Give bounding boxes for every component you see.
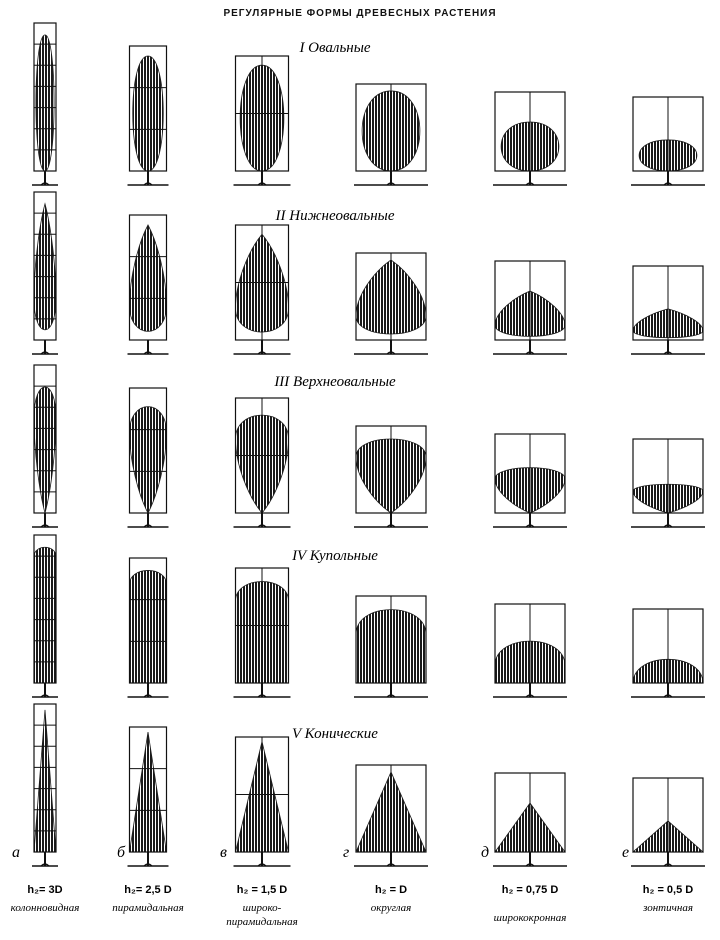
tree-cell: [234, 225, 291, 354]
column-letter: а: [12, 844, 20, 861]
form-name: ширококронная: [493, 912, 567, 924]
tree-cell: [128, 558, 169, 697]
height-ratio: h₂= 3D: [27, 884, 63, 896]
tree-crown: [130, 225, 167, 331]
tree-crown: [130, 407, 167, 513]
tree-cell: [234, 398, 291, 527]
group-title: I Овальные: [299, 40, 371, 56]
form-name: широко-: [242, 902, 282, 914]
form-name: пирамидальная: [112, 902, 184, 914]
group-title: V Конические: [292, 726, 378, 742]
tree-cell: [354, 596, 428, 697]
tree-cell: [493, 434, 567, 527]
tree-cell: [493, 604, 567, 697]
column-letter: е: [622, 844, 630, 861]
tree-crown: [34, 204, 56, 330]
tree-cell: [32, 192, 58, 354]
height-ratio: h₂ = 0,5 D: [642, 884, 694, 896]
tree-cell: [128, 46, 169, 185]
tree-cell: [631, 439, 705, 527]
tree-crown: [36, 35, 54, 171]
tree-cell: [354, 765, 428, 866]
tree-cell: [234, 568, 291, 697]
tree-cell: [32, 704, 58, 866]
tree-crown: [130, 570, 167, 683]
tree-cell: [234, 737, 291, 866]
tree-cell: [128, 215, 169, 354]
page-title: РЕГУЛЯРНЫЕ ФОРМЫ ДРЕВЕСНЫХ РАСТЕНИЯ: [223, 8, 497, 19]
tree-crown: [130, 732, 167, 852]
tree-cell: [631, 778, 705, 866]
height-ratio: h₂= 2,5 D: [124, 884, 172, 896]
tree-crown: [34, 547, 56, 683]
tree-cell: [354, 253, 428, 354]
tree-cell: [32, 535, 58, 697]
column-letter: б: [117, 844, 126, 861]
tree-crown: [133, 56, 164, 171]
form-name: округлая: [370, 902, 412, 914]
column-letter: в: [220, 844, 227, 861]
tree-cell: [493, 261, 567, 354]
tree-cell: [32, 365, 58, 527]
form-name: зонтичная: [643, 902, 693, 914]
tree-cell: [354, 84, 428, 185]
tree-cell: [631, 266, 705, 354]
tree-cell: [631, 609, 705, 697]
tree-cell: [354, 426, 428, 527]
height-ratio: h₂ = 0,75 D: [501, 884, 559, 896]
tree-cell: [493, 773, 567, 866]
column-letter: д: [481, 844, 490, 861]
height-ratio: h₂ = 1,5 D: [236, 884, 288, 896]
form-name: колонновидная: [10, 902, 80, 914]
group-title: IV Купольные: [292, 548, 378, 564]
form-name-line2: пирамидальная: [226, 916, 298, 928]
height-ratio: h₂ = D: [374, 884, 408, 896]
tree-cell: [32, 23, 58, 185]
tree-cell: [493, 92, 567, 185]
column-letter: г: [343, 844, 350, 861]
tree-cell: [128, 388, 169, 527]
tree-cell: [234, 56, 291, 185]
tree-cell: [631, 97, 705, 185]
group-title: II Нижнеовальные: [275, 208, 395, 224]
group-title: III Верхнеовальные: [274, 374, 396, 390]
tree-cell: [128, 727, 169, 866]
